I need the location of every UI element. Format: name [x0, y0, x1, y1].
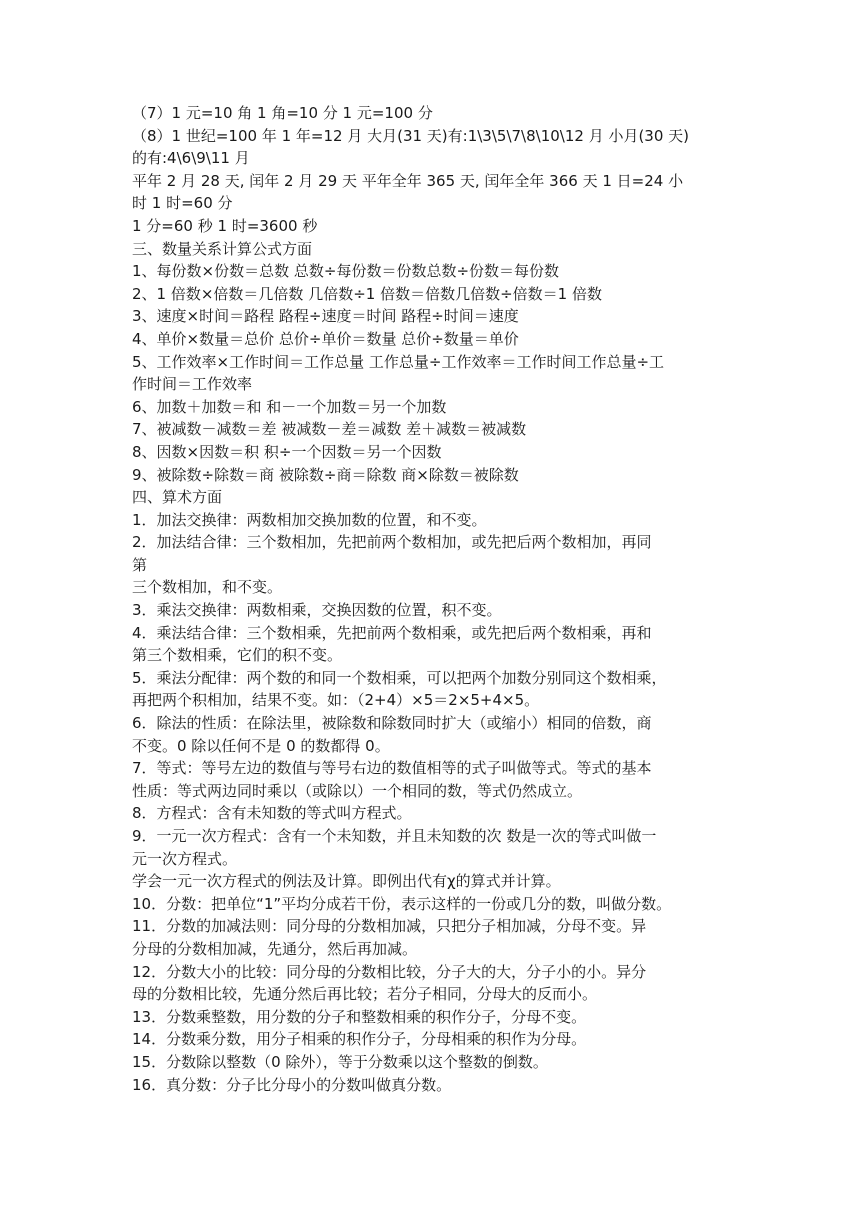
document-line: 15．分数除以整数（0 除外），等于分数乘以这个整数的倒数。: [132, 1052, 548, 1071]
document-line: 三、数量关系计算公式方面: [132, 239, 313, 258]
document-line: 8．方程式：含有未知数的等式叫方程式。: [132, 804, 412, 823]
document-line: 母的分数相比较，先通分然后再比较；若分子相同，分母大的反而小。: [132, 985, 598, 1004]
document-line: 7、被减数－减数＝差 被减数－差＝减数 差＋减数＝被减数: [132, 420, 527, 439]
document-line: 元一次方程式。: [132, 849, 238, 868]
document-line: 再把两个积相加，结果不变。如：（2+4）×5＝2×5+4×5。: [132, 691, 540, 710]
document-line: 7．等式：等号左边的数值与等号右边的数值相等的式子叫做等式。等式的基本: [132, 759, 652, 778]
document-line: 9．一元一次方程式：含有一个未知数，并且未知数的次 数是一次的等式叫做一: [132, 827, 657, 845]
document-line: 6、加数＋加数＝和 和－一个加数＝另一个加数: [132, 397, 447, 416]
document-line: 的有:4\6\9\11 月: [132, 149, 250, 168]
document-line: 8、因数×因数＝积 积÷一个因数＝另一个因数: [132, 442, 442, 461]
document-line: 1、每份数×份数＝总数 总数÷每份数＝份数总数÷份数＝每份数: [132, 262, 560, 281]
document-line: （7）1 元=10 角 1 角=10 分 1 元=100 分: [132, 104, 433, 122]
document-line: 12．分数大小的比较：同分母的分数相比较，分子大的大，分子小的小。异分: [132, 962, 647, 981]
document-line: 5、工作效率×工作时间＝工作总量 工作总量÷工作效率＝工作时间工作总量÷工: [132, 352, 665, 371]
document-line: 9、被除数÷除数＝商 被除数÷商＝除数 商×除数＝被除数: [132, 465, 519, 484]
document-line: 平年 2 月 28 天, 闰年 2 月 29 天 平年全年 365 天, 闰年全年 366 天 1 日=24 小: [132, 171, 684, 190]
document-line: （8）1 世纪=100 年 1 年=12 月 大月(31 天)有:1\3\5\7\8\10\12 月 小月(30 天): [132, 126, 690, 145]
document-line: 1．加法交换律：两数相加交换加数的位置，和不变。: [132, 510, 487, 529]
document-line: 5．乘法分配律：两个数的和同一个数相乘，可以把两个加数分别同这个数相乘，: [132, 668, 667, 687]
document-line: 3、速度×时间＝路程 路程÷速度＝时间 路程÷时间＝速度: [132, 307, 519, 326]
document-line: 11．分数的加减法则：同分母的分数相加减，只把分子相加减，分母不变。异: [132, 917, 647, 936]
document-line: 10．分数：把单位“1”平均分成若干份，表示这样的一份或几分的数，叫做分数。: [132, 894, 672, 913]
document-line: 不变。0 除以任何不是 0 的数都得 0。: [132, 736, 390, 755]
document-line: 分母的分数相加减，先通分，然后再加减。: [132, 939, 418, 958]
document-line: 14．分数乘分数，用分子相乘的积作分子，分母相乘的积作为分母。: [132, 1030, 587, 1049]
document-line: 作时间＝工作效率: [132, 375, 253, 394]
document-line: 16．真分数：分子比分母小的分数叫做真分数。: [132, 1075, 452, 1094]
document-line: 四、算术方面: [132, 488, 223, 507]
document-line: 1 分=60 秒 1 时=3600 秒: [132, 216, 318, 235]
document-line: 13．分数乘整数，用分数的分子和整数相乘的积作分子，分母不变。: [132, 1007, 587, 1026]
document-line: 4．乘法结合律：三个数相乘，先把前两个数相乘，或先把后两个数相乘，再和: [132, 623, 652, 642]
document-line: 第三个数相乘，它们的积不变。: [132, 646, 343, 665]
document-line: 2．加法结合律：三个数相加，先把前两个数相加，或先把后两个数相加，再同: [132, 533, 652, 552]
document-body: [132, 102, 732, 1096]
document-line: 4、单价×数量＝总价 总价÷单价＝数量 总价÷数量＝单价: [132, 329, 519, 348]
document-line: 第: [132, 555, 148, 574]
document-line: 学会一元一次方程式的例法及计算。即例出代有χ的算式并计算。: [132, 872, 561, 891]
document-line: 性质：等式两边同时乘以（或除以）一个相同的数，等式仍然成立。: [132, 781, 583, 800]
document-line: 三个数相加，和不变。: [132, 578, 283, 597]
document-line: 6．除法的性质：在除法里，被除数和除数同时扩大（或缩小）相同的倍数，商: [132, 714, 652, 733]
document-line: 3．乘法交换律：两数相乘，交换因数的位置，积不变。: [132, 601, 502, 620]
document-line: 2、1 倍数×倍数＝几倍数 几倍数÷1 倍数＝倍数几倍数÷倍数＝1 倍数: [132, 284, 602, 303]
document-line: 时 1 时=60 分: [132, 194, 233, 213]
